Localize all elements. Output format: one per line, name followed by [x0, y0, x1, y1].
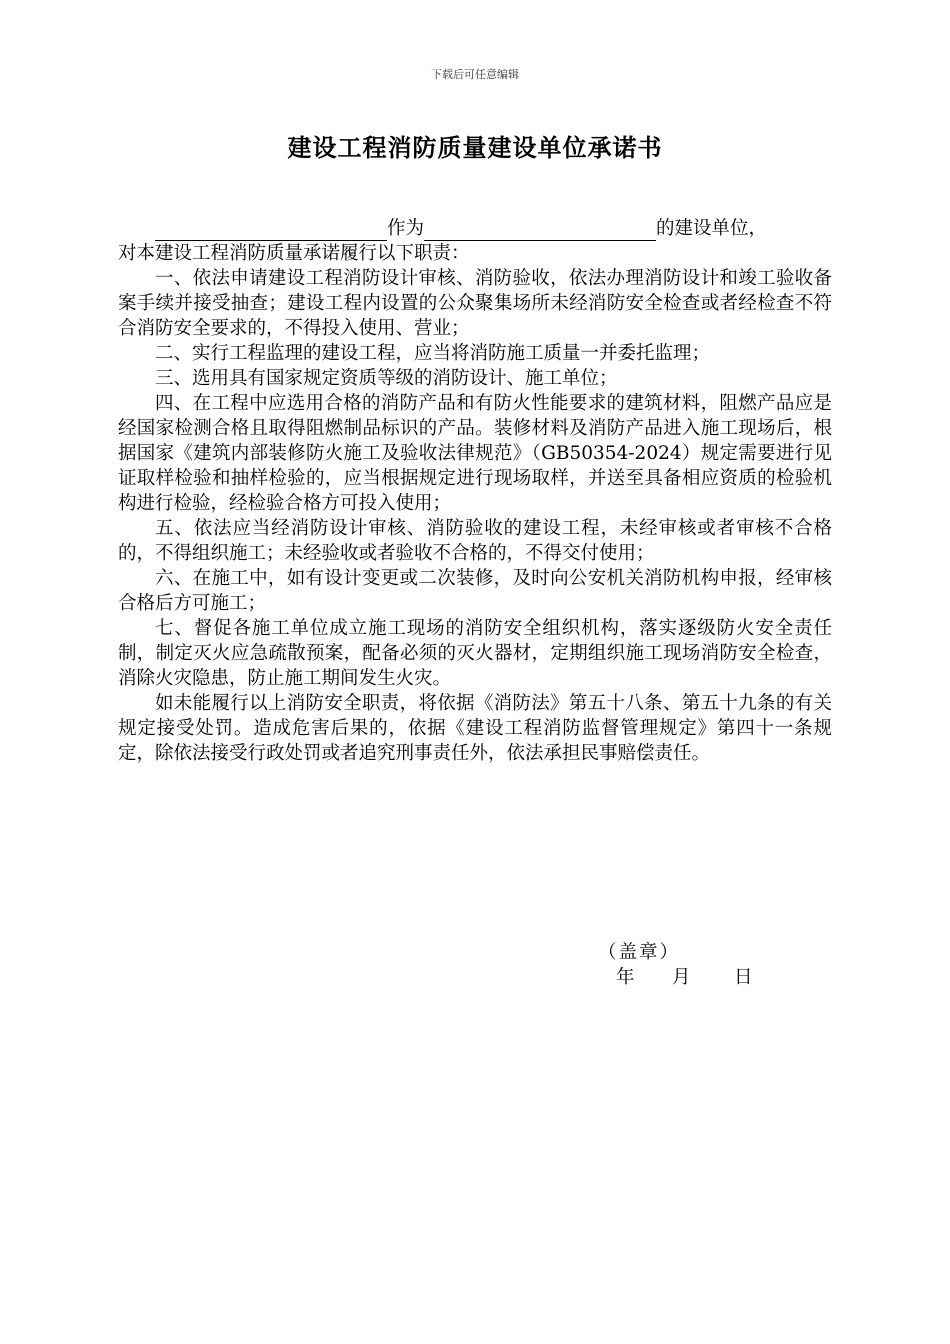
- project-name-blank[interactable]: [424, 218, 656, 241]
- intro-continuation: 对本建设工程消防质量承诺履行以下职责：: [118, 243, 470, 264]
- date-year-label: 年: [616, 967, 635, 988]
- date-month-label: 月: [672, 967, 691, 988]
- date-day-label: 日: [734, 967, 753, 988]
- paragraph-duty-2: 二、实行工程监理的建设工程，应当将消防施工质量一并委托监理；: [155, 343, 711, 364]
- paragraph-duty-3: 三、选用具有国家规定资质等级的消防设计、施工单位；: [155, 368, 618, 389]
- date-line: [616, 963, 753, 989]
- paragraph-duty-6: 六、在施工中，如有设计变更或二次装修，及时向公安机关消防机构申报，经审核合格后方可施工；: [118, 568, 832, 614]
- seal-label: （盖章）: [598, 942, 681, 963]
- intro-as-text: 作为: [387, 218, 425, 239]
- paragraph-duty-1: 一、依法申请建设工程消防设计审核、消防验收，依法办理消防设计和竣工验收备案手续并接受抽查；建设工程内设置的公众聚集场所未经消防安全检查或者经检查不符合消防安全要求的，不得投入使用、营业；: [118, 268, 832, 339]
- paragraph-duty-4: 四、在工程中应选用合格的消防产品和有防火性能要求的建筑材料，阻燃产品应是经国家检测合格且取得阻燃制品标识的产品。装修材料及消防产品进入施工现场后，根据国家《建筑内部装修防火施工及验收法律规范》（GB50354-2024）规定需要进行见证取样检验和抽样检验的，应当根据规定进行现场取样，并送至具备相应资质的检验机构进行检验，经检验合格方可投入使用；: [118, 393, 832, 514]
- paragraph-duty-5: 五、依法应当经消防设计审核、消防验收的建设工程，未经审核或者审核不合格的，不得组织施工；未经验收或者验收不合格的，不得交付使用；: [118, 518, 832, 564]
- paragraph-duty-7: 七、督促各施工单位成立施工现场的消防安全组织机构，落实逐级防火安全责任制，制定灭火应急疏散预案，配备必须的灭火器材，定期组织施工现场消防安全检查，消除火灾隐患，防止施工期间发生火灾。: [118, 618, 832, 689]
- paragraph-liability: 如未能履行以上消防安全职责，将依据《消防法》第五十八条、第五十九条的有关规定接受处罚。造成危害后果的，依据《建设工程消防监督管理规定》第四十一条规定，除依法接受行政处罚或者追究刑事责任外，依法承担民事赔偿责任。: [118, 693, 832, 764]
- intro-role-text: 的建设单位，: [656, 218, 768, 239]
- company-name-blank[interactable]: [155, 218, 387, 241]
- intro-line: [118, 216, 832, 241]
- document-body: [118, 216, 832, 766]
- document-title: 建设工程消防质量建设单位承诺书: [287, 134, 663, 162]
- page-header-note: 下载后可任意编辑: [431, 68, 519, 81]
